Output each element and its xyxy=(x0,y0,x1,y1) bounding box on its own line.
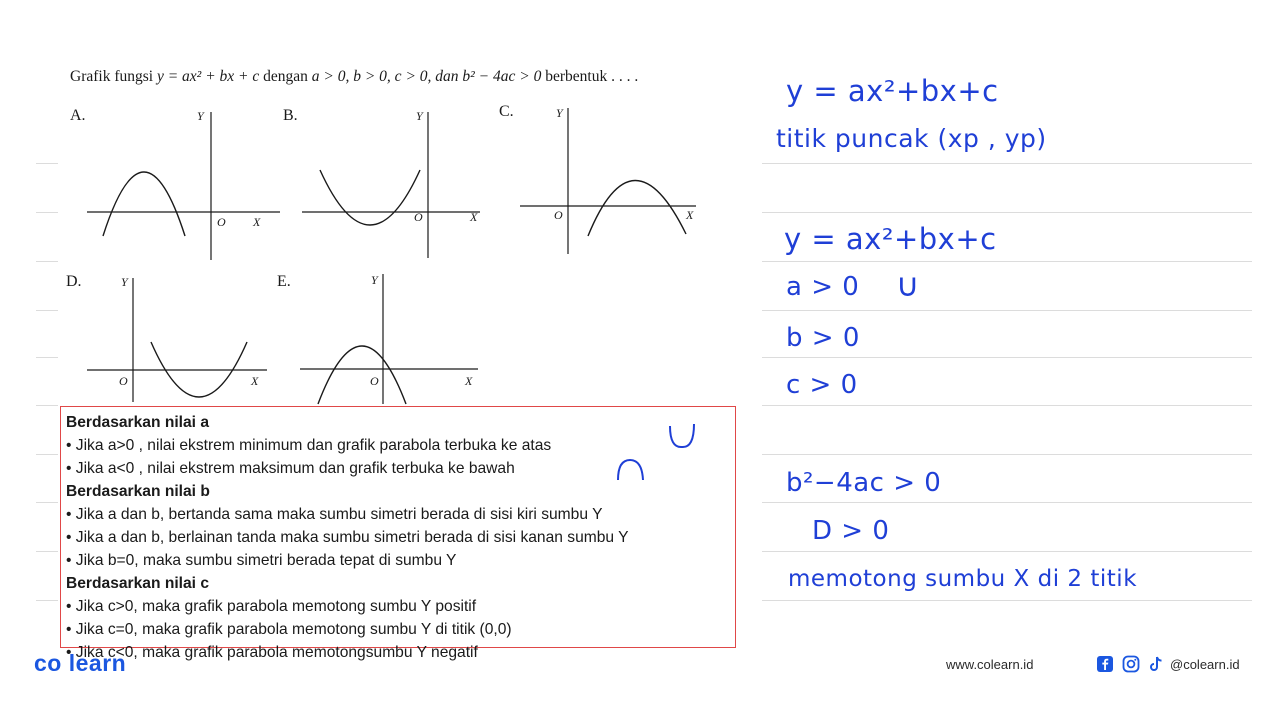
instagram-icon[interactable] xyxy=(1122,655,1140,673)
social-handle[interactable]: @colearn.id xyxy=(1170,657,1240,672)
rule-line xyxy=(36,454,58,455)
facebook-icon[interactable] xyxy=(1096,655,1114,673)
notes-heading-b: Berdasarkan nilai b xyxy=(66,483,210,500)
footer-url[interactable]: www.colearn.id xyxy=(946,657,1034,672)
option-a-label[interactable]: A. xyxy=(70,107,86,124)
rule-line xyxy=(36,310,58,311)
notes-line: • Jika a<0 , nilai ekstrem maksimum dan grafik terbuka ke bawah xyxy=(66,460,515,477)
handwriting-line-1: y = ax²+bx+c xyxy=(786,74,999,108)
origin-label: O xyxy=(119,374,128,388)
handwriting-line-6: c > 0 xyxy=(786,370,858,400)
rule-line xyxy=(36,405,58,406)
notes-line: • Jika c=0, maka grafik parabola memotong sumbu Y di titik (0,0) xyxy=(66,621,512,638)
handwriting-line-4: a > 0 xyxy=(786,272,860,302)
notes-box xyxy=(60,406,736,661)
question-conditions: a > 0, b > 0, c > 0, dan b² − 4ac > 0 xyxy=(311,68,542,85)
origin-label: O xyxy=(217,215,226,229)
x-axis-label: X xyxy=(253,215,261,229)
question-intro: Grafik fungsi xyxy=(70,68,154,85)
parabola-curve xyxy=(320,170,420,225)
option-a-graph xyxy=(85,108,285,263)
rule-line xyxy=(762,454,1252,455)
notes-line: • Jika a dan b, bertanda sama maka sumbu simetri berada di sisi kiri sumbu Y xyxy=(66,506,603,523)
origin-label: O xyxy=(554,208,563,222)
notes-heading-a: Berdasarkan nilai a xyxy=(66,414,210,431)
rule-line xyxy=(36,357,58,358)
option-e-graph xyxy=(298,270,498,406)
tiktok-icon[interactable] xyxy=(1147,655,1165,673)
notes-line: • Jika a dan b, berlainan tanda maka sumbu simetri berada di sisi kanan sumbu Y xyxy=(66,529,629,546)
rule-line xyxy=(762,212,1252,213)
question-text xyxy=(70,68,638,86)
handwritten-cap-mark xyxy=(614,456,648,482)
notes-line: • Jika c>0, maka grafik parabola memotong sumbu Y positif xyxy=(66,598,477,615)
handwritten-cup-mark xyxy=(666,422,700,452)
origin-label: O xyxy=(370,374,379,388)
rule-line xyxy=(36,212,58,213)
x-axis-label: X xyxy=(465,374,473,388)
handwriting-line-7: b²−4ac > 0 xyxy=(786,468,942,498)
y-axis-label: Y xyxy=(556,106,563,120)
question-ending: berbentuk . . . . xyxy=(545,68,639,85)
handwriting-cup-symbol: ∪ xyxy=(896,266,920,304)
y-axis-label: Y xyxy=(197,109,204,123)
option-d-graph xyxy=(85,274,275,404)
notes-line: • Jika a>0 , nilai ekstrem minimum dan grafik parabola terbuka ke atas xyxy=(66,437,552,454)
rule-line xyxy=(762,357,1252,358)
option-d-label[interactable]: D. xyxy=(66,273,82,290)
rule-line xyxy=(762,261,1252,262)
parabola-curve xyxy=(318,346,406,404)
option-c-graph xyxy=(518,104,708,259)
option-c-label[interactable]: C. xyxy=(499,103,514,120)
question-middle: dengan xyxy=(263,68,308,85)
colearn-logo[interactable]: co learn xyxy=(34,650,127,676)
handwriting-line-3: y = ax²+bx+c xyxy=(784,222,997,256)
y-axis-label: Y xyxy=(371,273,378,287)
handwriting-line-9: memotong sumbu X di 2 titik xyxy=(788,566,1138,592)
handwriting-line-5: b > 0 xyxy=(786,323,860,353)
origin-label: O xyxy=(414,210,423,224)
option-b-graph xyxy=(300,108,500,263)
rule-line xyxy=(762,163,1252,164)
notes-heading-c: Berdasarkan nilai c xyxy=(66,575,210,592)
x-axis-label: X xyxy=(470,210,478,224)
rule-line xyxy=(36,163,58,164)
option-e-label[interactable]: E. xyxy=(277,273,291,290)
notes-line: • Jika c<0, maka grafik parabola memotongsumbu Y negatif xyxy=(66,644,478,661)
rule-line xyxy=(762,405,1252,406)
question-equation: y = ax² + bx + c xyxy=(156,68,260,85)
rule-line xyxy=(762,502,1252,503)
parabola-curve xyxy=(588,180,686,236)
rule-line xyxy=(762,310,1252,311)
rule-line xyxy=(36,551,58,552)
rule-line xyxy=(36,600,58,601)
rule-line xyxy=(762,600,1252,601)
x-axis-label: X xyxy=(251,374,259,388)
y-axis-label: Y xyxy=(121,275,128,289)
x-axis-label: X xyxy=(686,208,694,222)
y-axis-label: Y xyxy=(416,109,423,123)
rule-line xyxy=(762,551,1252,552)
notes-line: • Jika b=0, maka sumbu simetri berada tepat di sumbu Y xyxy=(66,552,457,569)
handwriting-line-2: titik puncak (xp , yp) xyxy=(776,124,1047,153)
rule-line xyxy=(36,261,58,262)
rule-line xyxy=(36,502,58,503)
handwriting-line-8: D > 0 xyxy=(812,516,890,546)
parabola-curve xyxy=(103,172,185,236)
option-b-label[interactable]: B. xyxy=(283,107,298,124)
